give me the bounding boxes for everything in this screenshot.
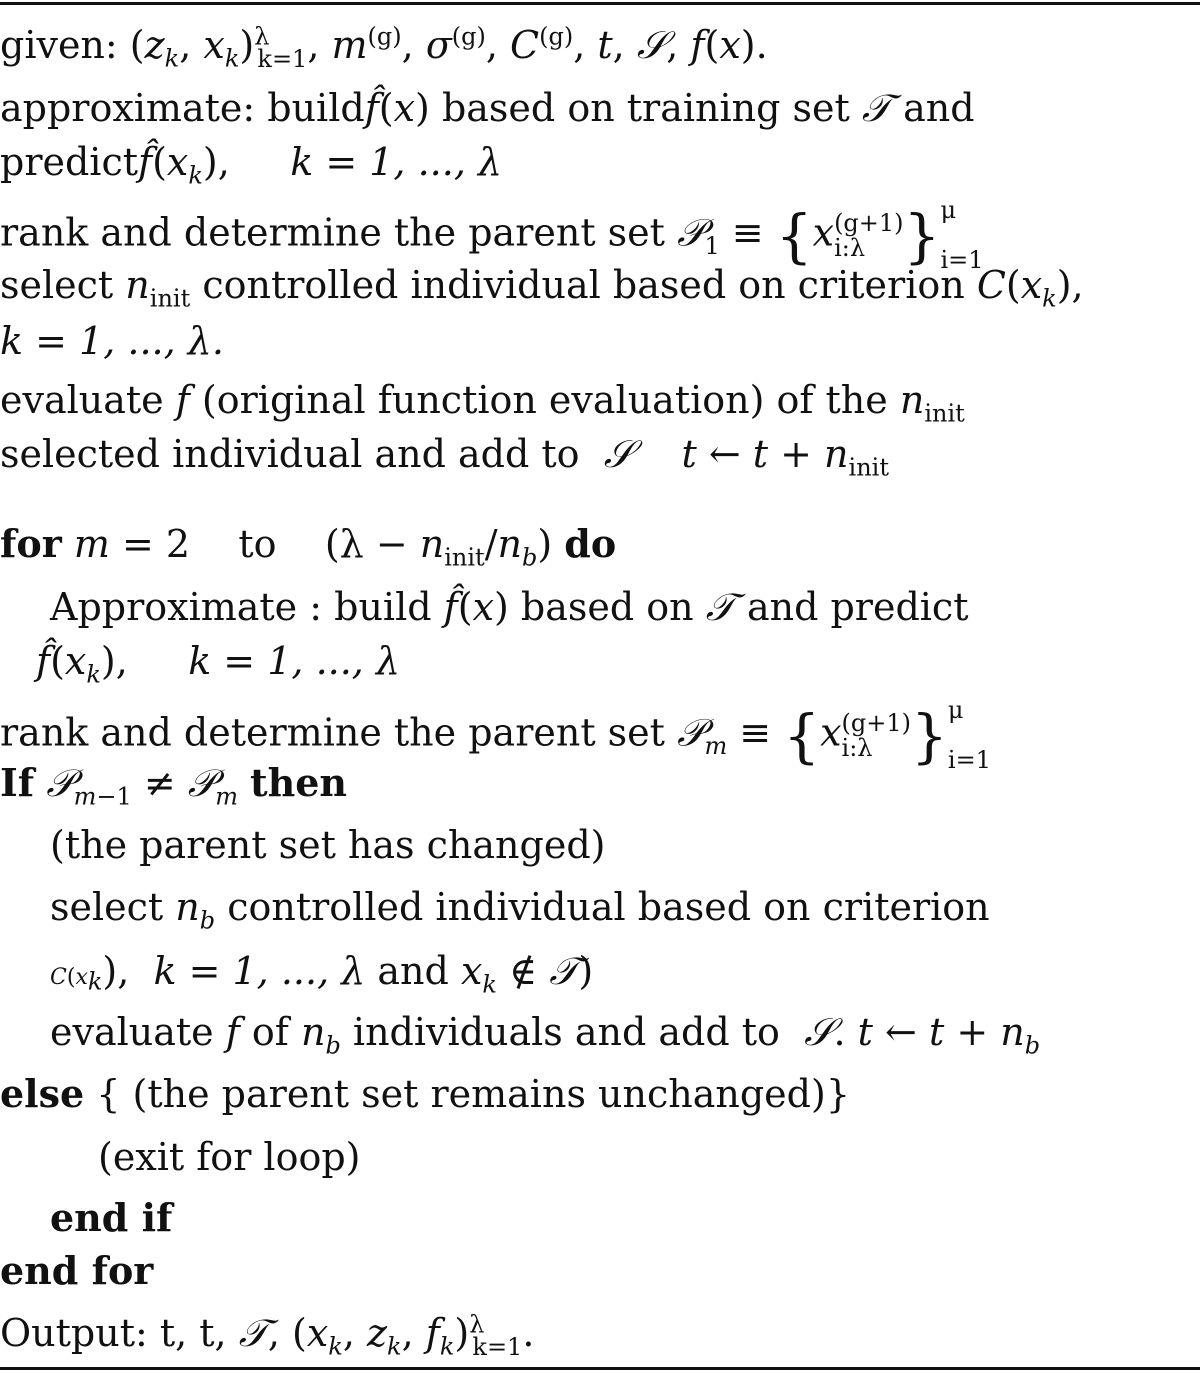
for-keyword: for <box>0 521 62 566</box>
if-keyword: If <box>0 760 35 805</box>
based-on-training-text: based on training set <box>441 86 850 130</box>
k-range-text: k = 1, ..., λ <box>290 140 503 184</box>
end-for-keyword: end for <box>0 1248 154 1293</box>
of-text: of <box>251 1010 289 1054</box>
exit-text: (exit for loop) <box>98 1135 361 1179</box>
select-nb-label: select <box>50 885 164 929</box>
end-if-keyword: end if <box>50 1195 173 1240</box>
loop-k-range-text: k = 1, ..., λ <box>188 639 401 683</box>
evaluate-nb-line: evaluate f of $n_b$ individuals and add to 𝒮. t ← $t + n_b$ <box>50 1010 1041 1060</box>
nb-k-range-text: k = 1, ..., λ <box>153 949 366 993</box>
bottom-rule <box>0 1367 1200 1370</box>
changed-line <box>50 823 606 872</box>
given-line: given: ($z_k$, $x_k)^\lambda_{k=1}$, $m^{(g)}$, $\sigma^{(g)}$, $C^{(g)}$, t, 𝒮, f(x). <box>0 22 768 73</box>
then-keyword: then <box>250 760 348 805</box>
to-text: to <box>238 522 277 566</box>
and-lower-text: and <box>377 949 449 993</box>
rank-label: rank and determine the parent set <box>0 210 665 255</box>
else-line <box>0 1071 850 1121</box>
controlled-criterion-text: controlled individual based on criterion <box>202 263 965 307</box>
rank-m-label: rank and determine the parent set <box>0 710 665 755</box>
original-eval-text: (original function evaluation) of the <box>201 378 888 422</box>
select-nb-line-2: $C(x_k)$, k = 1, ..., λ and $x_k$ ∉ 𝒯) <box>50 949 594 999</box>
end-for-line <box>0 1248 154 1298</box>
given-label: given: <box>0 23 118 67</box>
based-on-text: based on <box>520 585 694 629</box>
rank-line-1: rank and determine the parent set 𝒫$_1$ ≡ {x (g+1) i:λ } μ i=1 <box>0 196 984 275</box>
top-rule <box>0 2 1200 5</box>
loop-approximate-line-2: $f̂(x_k)$, k = 1, ..., λ <box>36 639 401 689</box>
predict-label: predict <box>0 140 139 184</box>
select-nb-line-1: select $n_b$ controlled individual based on criterion <box>50 885 990 935</box>
approximate-line-1: approximate: buildf̂(x) based on training set 𝒯 and <box>0 86 975 130</box>
approximate-cap-label: Approximate : build <box>50 585 432 629</box>
approximate-label: approximate: build <box>0 86 365 130</box>
evaluate-line-2: selected individual and add to 𝒮 t ← $t + n_{init}$ <box>0 432 889 482</box>
loop-approximate-line-1: Approximate : build f̂(x) based on 𝒯 and predict <box>50 585 969 629</box>
output-line: Output: t, t, 𝒯, ($x_k$, $z_k$, $f_k)^\lambda_{k=1}$. <box>0 1310 535 1361</box>
evaluate-label: evaluate <box>0 378 164 422</box>
controlled-criterion-nb-text: controlled individual based on criterion <box>227 885 990 929</box>
and-predict-text: and predict <box>746 585 969 629</box>
individuals-add-text: individuals and add to <box>352 1010 780 1054</box>
do-keyword: do <box>564 521 617 566</box>
end-if-line <box>50 1195 173 1245</box>
selected-add-text: selected individual and add to <box>0 432 580 476</box>
unchanged-text: { (the parent set remains unchanged)} <box>96 1072 850 1116</box>
k-range-dot-text: k = 1, ..., λ. <box>0 319 224 363</box>
approximate-line-2: $predictf̂(x_k)$, k = 1, ..., λ <box>0 140 503 190</box>
select-label: select <box>0 263 114 307</box>
select-line-1: select $n_{init}$ controlled individual based on criterion $C(x_k)$, <box>0 263 1084 313</box>
else-keyword: else <box>0 1071 85 1116</box>
and-text: and <box>903 86 975 130</box>
output-label: Output: t, t, <box>0 1311 227 1355</box>
for-line: for m = 2 to $(\lambda - n_{init}/n_b)$ do <box>0 521 617 572</box>
rank-line-m: rank and determine the parent set 𝒫$_m$ ≡ {x (g+1) i:λ } μ i=1 <box>0 696 991 775</box>
if-line: If 𝒫$_{m-1}$ ≠ 𝒫$_m$ then <box>0 760 348 811</box>
evaluate-line-1: evaluate f (original function evaluation) of the $n_{init}$ <box>0 378 965 428</box>
exit-line <box>98 1135 361 1184</box>
evaluate-nb-label: evaluate <box>50 1010 214 1054</box>
changed-text: (the parent set has changed) <box>50 823 606 867</box>
select-line-2 <box>0 319 224 368</box>
